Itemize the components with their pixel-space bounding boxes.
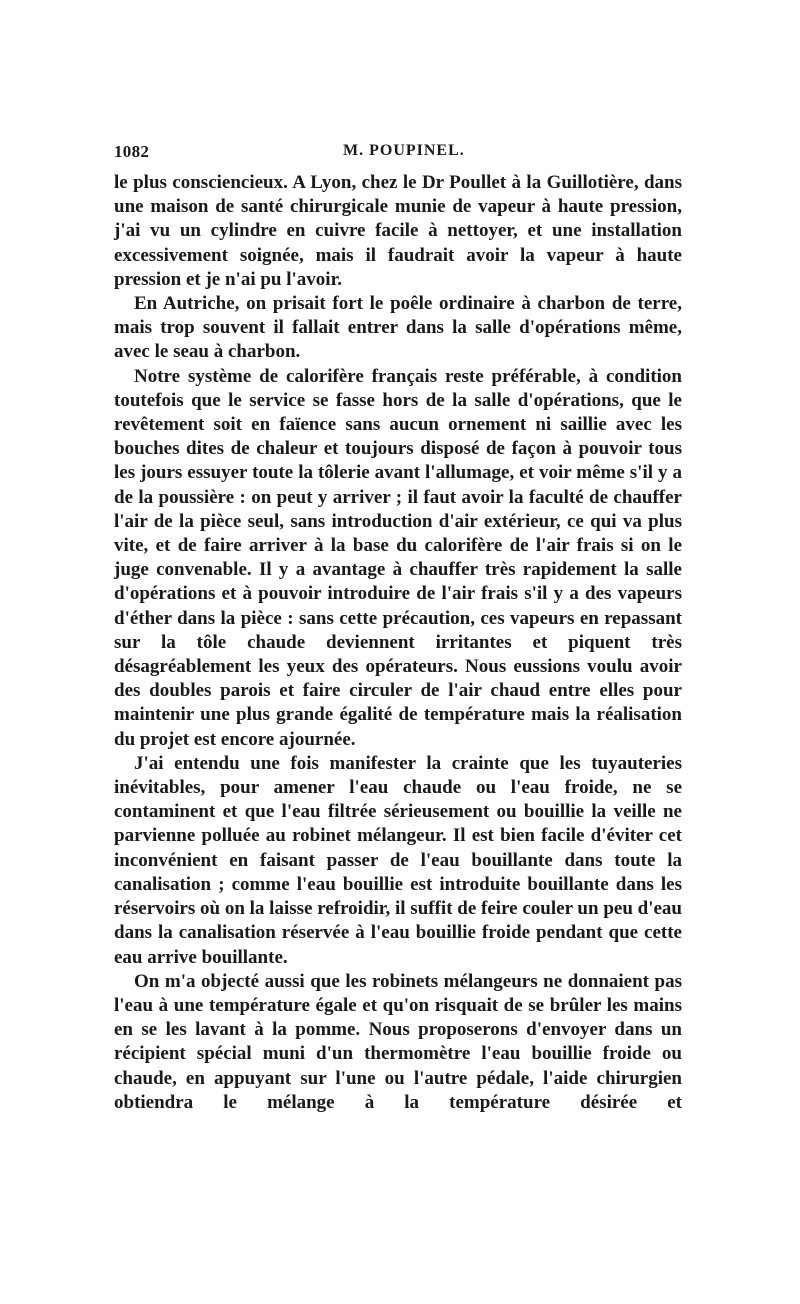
paragraph-austria: En Autriche, on prisait fort le poêle ordinaire à charbon de terre, mais trop souvent il fallait entrer dans la salle d'opérations même, avec le seau à charbon. bbox=[114, 293, 682, 363]
body-text bbox=[114, 171, 682, 1115]
paragraph-tuyauteries: J'ai entendu une fois manifester la crainte que les tuyauteries inévitables, pour amener l'eau chaude ou l'eau froide, ne se contaminent et que l'eau filtrée sérieusement ou bouillie la veille ne parvienne polluée au robinet mélangeur. Il est bien facile d'éviter cet inconvénient en faisant passer de l'eau bouillante dans toute la canalisation ; comme l'eau bouillie est introduite bouillante dans les réservoirs où on la laisse refroidir, il suffit de feire couler un peu d'eau dans la canalisation réservée à l'eau bouillie froide pendant que cette eau arrive bouillante. bbox=[114, 752, 682, 968]
running-head: M. POUPINEL. bbox=[343, 142, 465, 159]
page-header bbox=[114, 142, 682, 166]
page-number: 1082 bbox=[114, 142, 150, 161]
paragraph-continued: le plus consciencieux. A Lyon, chez le Dr Poullet à la Guillotière, dans une maison de santé chirurgicale munie de vapeur à haute pression, j'ai vu un cylindre en cuivre facile à nettoyer, et une installation excessivement soignée, mais il faudrait avoir la vapeur à haute pression et je n'ai pu l'avoir. bbox=[114, 172, 682, 290]
paragraph-robinets: On m'a objecté aussi que les robinets mélangeurs ne donnaient pas l'eau à une température égale et qu'on risquait de se brûler les mains en se les lavant à la pomme. Nous proposerons d'envoyer dans un récipient spécial muni d'un thermomètre l'eau bouillie froide ou chaude, en appuyant sur l'une ou l'autre pédale, l'aide chirurgien obtiendra le mélange à la température désirée et bbox=[114, 970, 682, 1113]
paragraph-calorifere: Notre système de calorifère français reste préférable, à condition toutefois que le service se fasse hors de la salle d'opérations, que le revêtement soit en faïence sans aucun ornement ni saillie avec les bouches dites de chaleur et toujours disposé de façon à pouvoir tous les jours essuyer toute la tôlerie avant l'allumage, et voir même s'il y a de la poussière : on peut y arriver ; il faut avoir la faculté de chauffer l'air de la pièce seul, sans introduction d'air extérieur, ce qui va plus vite, et de faire arriver à la base du calorifère de l'air frais si on le juge convenable. Il y a avantage à chauffer très rapidement la salle d'opérations et à pouvoir introduire de l'air frais s'il y a des vapeurs d'éther dans la pièce : sans cette précaution, ces vapeurs en repassant sur la tôle chaude deviennent irritantes et piquent très désagréablement les yeux des opérateurs. Nous eussions voulu avoir des doubles parois et faire circuler de l'air chaud entre elles pour maintenir une plus grande égalité de température mais la réalisation du projet est encore ajournée. bbox=[114, 365, 682, 750]
